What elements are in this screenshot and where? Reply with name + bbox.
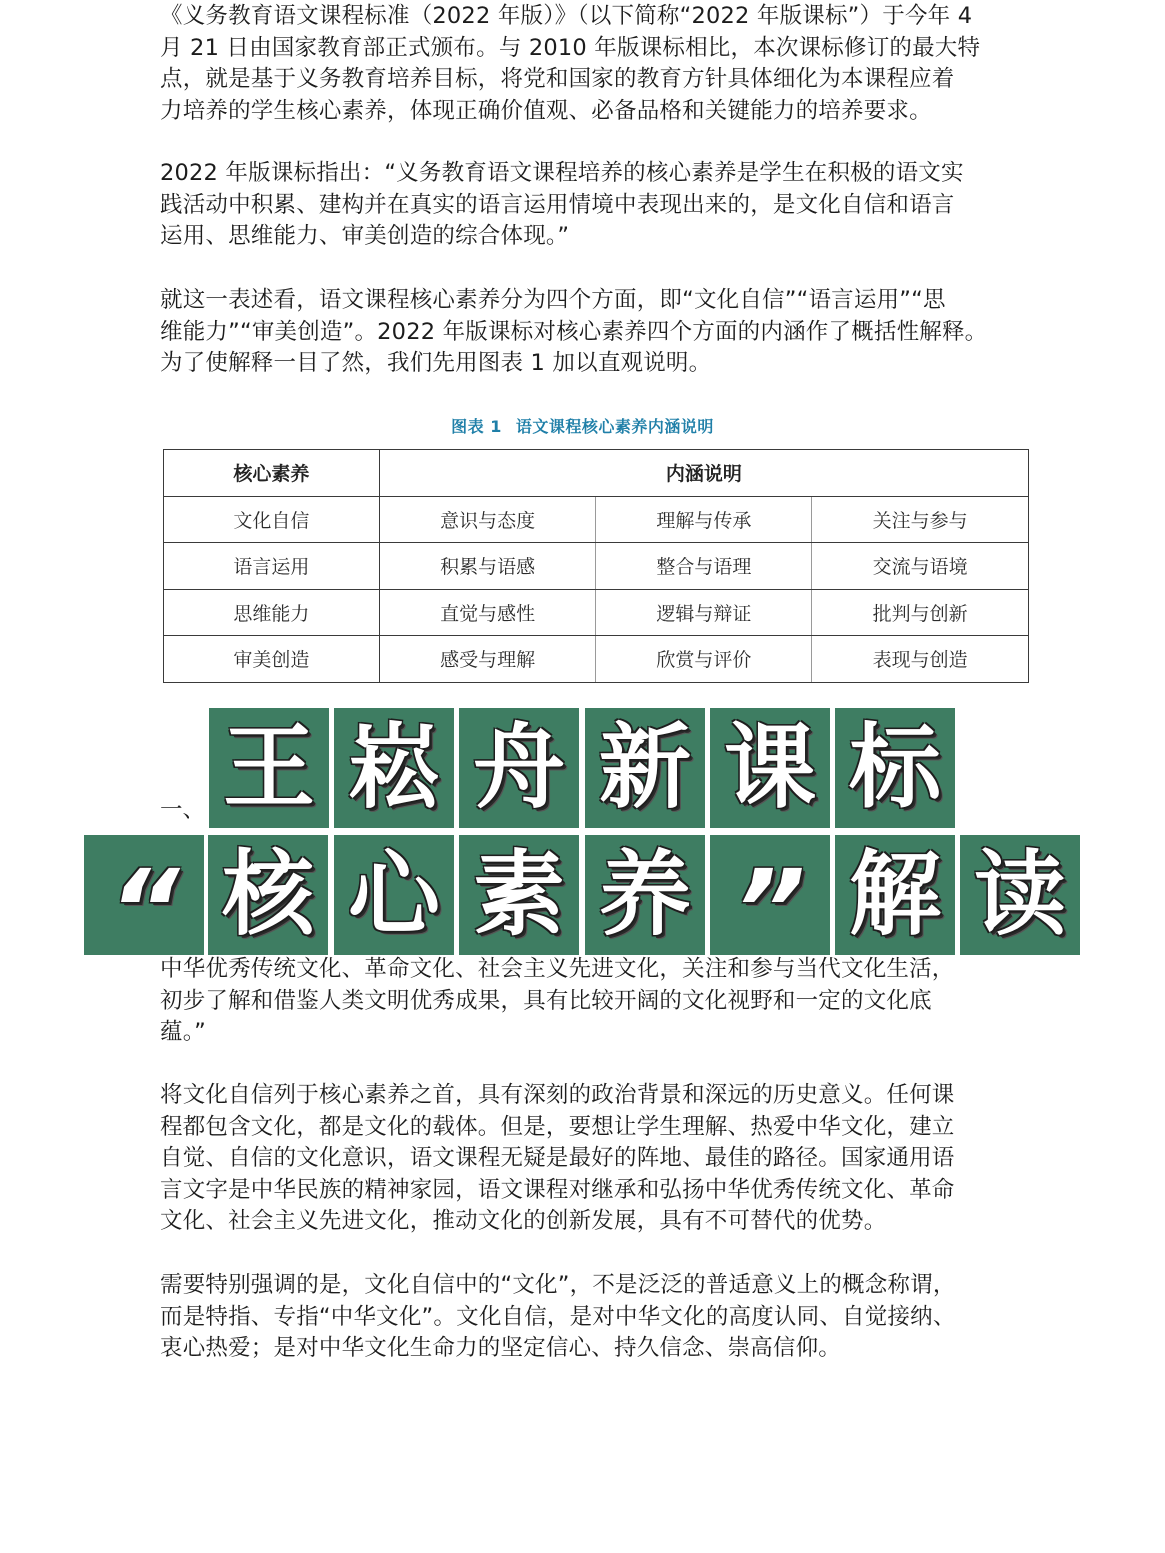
- title-tile: 王: [209, 708, 329, 828]
- paragraph-culture-definition: [160, 954, 1020, 1049]
- table-cell: 直觉与感性: [379, 589, 596, 636]
- table-cell: 理解与传承: [596, 496, 812, 543]
- table-cell: 语言运用: [164, 543, 380, 590]
- table-cell: 交流与语境: [812, 543, 1029, 590]
- table-cell: 表现与创造: [812, 636, 1029, 683]
- title-tile: 心: [334, 835, 454, 955]
- paragraph-culture-emphasis: [160, 1270, 1020, 1365]
- text-line: 践活动中积累、建构并在真实的语言运用情境中表现出来的，是文化自信和语言: [160, 191, 955, 218]
- title-tile: 新: [585, 708, 705, 828]
- text-line: 而是特指、专指“中华文化”。文化自信，是对中华文化的高度认同、自觉接纳、: [160, 1303, 956, 1330]
- text-line: 言文字是中华民族的精神家园，语文课程对继承和弘扬中华优秀传统文化、革命: [160, 1176, 955, 1203]
- table-cell: 积累与语感: [379, 543, 596, 590]
- title-tile: 素: [459, 835, 579, 955]
- text-line: 程都包含文化，都是文化的载体。但是，要想让学生理解、热爱中华文化，建立: [160, 1113, 955, 1140]
- title-tile: 崧: [334, 708, 454, 828]
- paragraph-core-definition: [160, 158, 1020, 253]
- text-line: 初步了解和借鉴人类文明优秀成果，具有比较开阔的文化视野和一定的文化底: [160, 987, 932, 1014]
- table-cell: 逻辑与辩证: [596, 589, 812, 636]
- text-line: 运用、思维能力、审美创造的综合体现。”: [160, 223, 570, 249]
- title-tile: 解: [835, 835, 955, 955]
- title-tile: 课: [710, 708, 830, 828]
- text-line: 维能力”“审美创造”。2022 年版课标对核心素养四个方面的内涵作了概括性解释。: [160, 318, 988, 345]
- section-heading: 一、: [160, 797, 206, 823]
- text-line: 蕴。”: [160, 1019, 207, 1045]
- text-line: 力培养的学生核心素养，体现正确价值观、必备品格和关键能力的培养要求。: [160, 97, 932, 124]
- text-line: 文化、社会主义先进文化，推动文化的创新发展，具有不可替代的优势。: [160, 1208, 887, 1234]
- table-cell: 整合与语理: [596, 543, 812, 590]
- table-cell: 欣赏与评价: [596, 636, 812, 683]
- text-line: 将文化自信列于核心素养之首，具有深刻的政治背景和深远的历史意义。任何课: [160, 1082, 955, 1108]
- text-line: 2022 年版课标指出：“义务教育语文课程培养的核心素养是学生在积极的语文实: [160, 160, 964, 186]
- table-header-cell: 核心素养: [164, 450, 380, 497]
- table-cell: 审美创造: [164, 636, 380, 683]
- table-cell: 感受与理解: [379, 636, 596, 683]
- title-tile: 养: [585, 835, 705, 955]
- text-line: 衷心热爱；是对中华文化生命力的坚定信心、持久信念、崇高信仰。: [160, 1335, 842, 1361]
- figure-title: 语文课程核心素养内涵说明: [515, 417, 714, 436]
- figure-number: 图表 1: [451, 417, 502, 436]
- text-line: 需要特别强调的是，文化自信中的“文化”，不是泛泛的普适意义上的概念称谓，: [160, 1272, 956, 1298]
- table-header-cell: 内涵说明: [379, 450, 1028, 497]
- text-line: 为了使解释一目了然，我们先用图表 1 加以直观说明。: [160, 350, 712, 376]
- table-row: [164, 589, 1029, 636]
- text-line: 自觉、自信的文化意识，语文课程无疑是最好的阵地、最佳的路径。国家通用语: [160, 1145, 955, 1171]
- core-literacy-table: [163, 449, 1029, 683]
- title-tile: 核: [208, 835, 328, 955]
- paragraph-intro: [160, 1, 1020, 127]
- figure-caption: [0, 414, 1165, 437]
- table-cell: 批判与创新: [812, 589, 1029, 636]
- table-row: [164, 496, 1029, 543]
- text-line: 《义务教育语文课程标准（2022 年版）》（以下简称“2022 年版课标”）于今年 4: [160, 3, 973, 29]
- table-row: [164, 543, 1029, 590]
- title-tile-open-quote: “: [84, 835, 204, 955]
- table-cell: 文化自信: [164, 496, 380, 543]
- title-tile: 舟: [459, 708, 579, 828]
- title-tile: 标: [835, 708, 955, 828]
- table-row: [164, 636, 1029, 683]
- text-line: 就这一表述看，语文课程核心素养分为四个方面，即“文化自信”“语言运用”“思: [160, 287, 946, 313]
- paragraph-culture-priority: [160, 1080, 1020, 1238]
- text-line: 中华优秀传统文化、革命文化、社会主义先进文化，关注和参与当代文化生活，: [160, 956, 955, 982]
- title-tile-close-quote: ”: [710, 835, 830, 955]
- title-tile: 读: [960, 835, 1080, 955]
- table-header-row: [164, 450, 1029, 497]
- text-line: 点，就是基于义务教育培养目标，将党和国家的教育方针具体细化为本课程应着: [160, 66, 955, 92]
- table-cell: 思维能力: [164, 589, 380, 636]
- table-cell: 关注与参与: [812, 496, 1029, 543]
- table-cell: 意识与态度: [379, 496, 596, 543]
- paragraph-four-aspects: [160, 285, 1020, 380]
- text-line: 月 21 日由国家教育部正式颁布。与 2010 年版课标相比，本次课标修订的最大特: [160, 34, 981, 61]
